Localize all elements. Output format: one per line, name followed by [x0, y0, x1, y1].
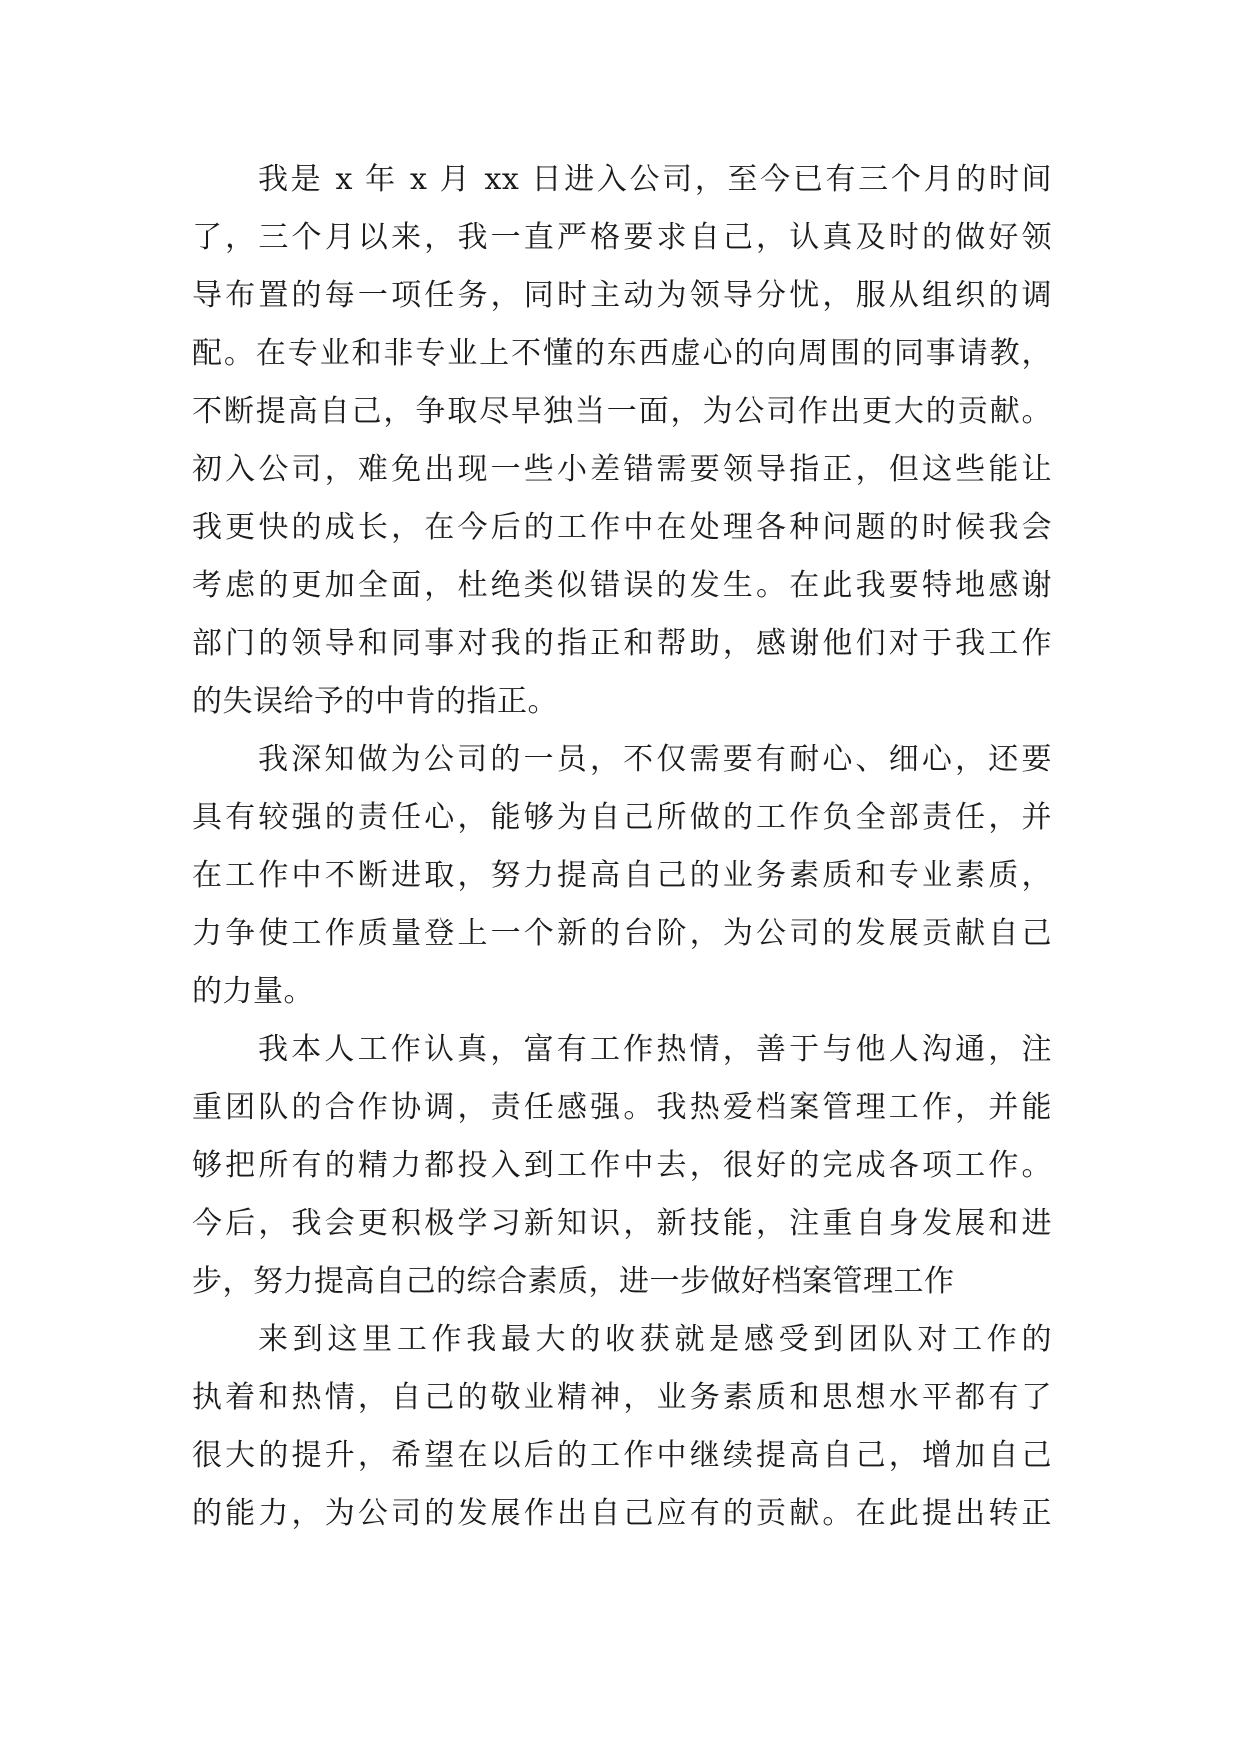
text-line: 了，三个月以来，我一直严格要求自己，认真及时的做好领	[192, 220, 1052, 255]
text-line: 不断提高自己，争取尽早独当一面，为公司作出更大的贡献。	[192, 394, 1052, 429]
paragraph-3	[192, 1026, 1052, 1306]
text-line: 我本人工作认真，富有工作热情，善于与他人沟通，注	[258, 1032, 1052, 1067]
text-line: 具有较强的责任心，能够为自己所做的工作负全部责任，并	[192, 800, 1052, 835]
text-line: 我深知做为公司的一员，不仅需要有耐心、细心，还要	[258, 742, 1052, 777]
text-line: 的力量。	[192, 974, 314, 1009]
text-line: 力争使工作质量登上一个新的台阶，为公司的发展贡献自己	[192, 916, 1052, 951]
paragraph-2	[192, 736, 1052, 1016]
text-line: 来到这里工作我最大的收获就是感受到团队对工作的	[258, 1322, 1052, 1357]
text-line: 导布置的每一项任务，同时主动为领导分忧，服从组织的调	[192, 278, 1052, 313]
text-line: 在工作中不断进取，努力提高自己的业务素质和专业素质，	[192, 858, 1052, 893]
text-line: 够把所有的精力都投入到工作中去，很好的完成各项工作。	[192, 1148, 1052, 1183]
text-line: 我是 x 年 x 月 xx 日进入公司，至今已有三个月的时间	[258, 162, 1052, 197]
text-line: 考虑的更加全面，杜绝类似错误的发生。在此我要特地感谢	[192, 568, 1052, 603]
text-line: 今后，我会更积极学习新知识，新技能，注重自身发展和进	[192, 1206, 1052, 1241]
text-line: 的能力，为公司的发展作出自己应有的贡献。在此提出转正	[192, 1496, 1052, 1531]
text-line: 我更快的成长，在今后的工作中在处理各种问题的时候我会	[192, 510, 1052, 545]
text-line: 的失误给予的中肯的指正。	[192, 684, 558, 719]
text-line: 配。在专业和非专业上不懂的东西虚心的向周围的同事请教，	[192, 336, 1052, 371]
text-line: 重团队的合作协调，责任感强。我热爱档案管理工作，并能	[192, 1090, 1052, 1125]
paragraph-4	[192, 1316, 1052, 1538]
text-line: 部门的领导和同事对我的指正和帮助，感谢他们对于我工作	[192, 626, 1052, 661]
text-line: 初入公司，难免出现一些小差错需要领导指正，但这些能让	[192, 452, 1052, 487]
text-line: 步，努力提高自己的综合素质，进一步做好档案管理工作	[192, 1264, 955, 1299]
text-line: 执着和热情，自己的敬业精神，业务素质和思想水平都有了	[192, 1380, 1052, 1415]
paragraph-1	[192, 156, 1052, 726]
document-body	[192, 156, 1052, 1548]
text-line: 很大的提升，希望在以后的工作中继续提高自己，增加自己	[192, 1438, 1052, 1473]
